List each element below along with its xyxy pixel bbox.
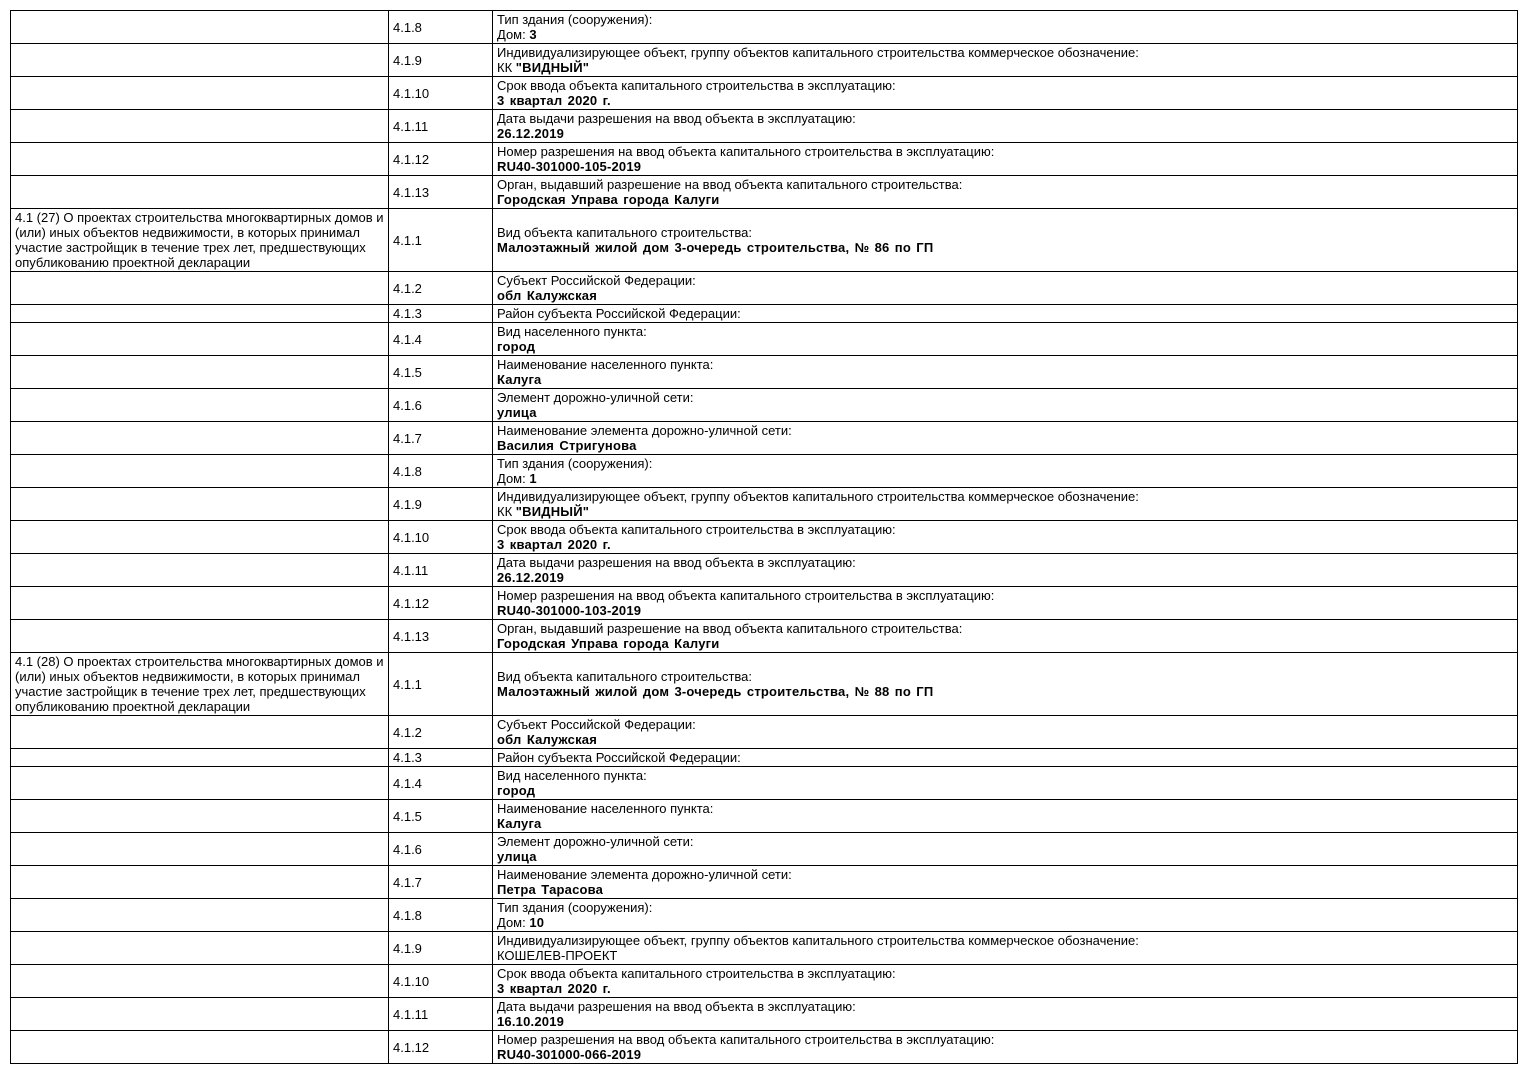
table-row	[11, 554, 1518, 587]
field-label: Срок ввода объекта капитального строительства в эксплуатацию:	[497, 522, 896, 537]
field-label: Элемент дорожно-уличной сети:	[497, 834, 694, 849]
field-label: Дата выдачи разрешения на ввод объекта в эксплуатацию:	[497, 111, 856, 126]
field-value-bold: Городская Управа города Калуги	[497, 192, 720, 207]
row-number-cell: 4.1.7	[389, 866, 493, 899]
field-value-plain: КОШЕЛЕВ-ПРОЕКТ	[497, 948, 618, 963]
row-content-cell	[493, 11, 1518, 44]
row-content-cell	[493, 209, 1518, 272]
field-label: Наименование населенного пункта:	[497, 357, 714, 372]
field-label: Субъект Российской Федерации:	[497, 717, 696, 732]
field-value-bold: улица	[497, 849, 537, 864]
row-content-cell	[493, 488, 1518, 521]
field-value-bold: обл Калужская	[497, 288, 598, 303]
row-number-cell: 4.1.12	[389, 143, 493, 176]
field-label: Элемент дорожно-уличной сети:	[497, 390, 694, 405]
field-value-bold: Василия Стригунова	[497, 438, 637, 453]
table-row	[11, 209, 1518, 272]
table-row	[11, 356, 1518, 389]
field-label: Тип здания (сооружения):	[497, 900, 653, 915]
section-description-cell	[11, 716, 389, 749]
field-value	[497, 684, 1513, 699]
field-value	[497, 372, 1513, 387]
row-number-cell: 4.1.10	[389, 77, 493, 110]
field-value-bold: улица	[497, 405, 537, 420]
field-value	[497, 288, 1513, 303]
row-content-cell	[493, 587, 1518, 620]
field-label: Срок ввода объекта капитального строительства в эксплуатацию:	[497, 966, 896, 981]
section-description-cell	[11, 800, 389, 833]
section-description-cell	[11, 1031, 389, 1064]
section-description-cell	[11, 965, 389, 998]
field-value-bold: 1	[529, 471, 537, 486]
row-content-cell	[493, 143, 1518, 176]
table-row	[11, 716, 1518, 749]
row-content-cell	[493, 833, 1518, 866]
field-value-bold: 10	[529, 915, 545, 930]
row-number-cell: 4.1.13	[389, 176, 493, 209]
row-number-cell: 4.1.3	[389, 305, 493, 323]
field-value	[497, 948, 1513, 963]
field-label: Район субъекта Российской Федерации:	[497, 750, 741, 765]
field-value-plain: Дом:	[497, 27, 530, 42]
field-value-bold: RU40-301000-103-2019	[497, 603, 642, 618]
field-value-bold: "ВИДНЫЙ"	[515, 60, 590, 75]
row-content-cell	[493, 749, 1518, 767]
row-number-cell: 4.1.2	[389, 716, 493, 749]
section-description-cell	[11, 620, 389, 653]
field-value-bold: город	[497, 783, 536, 798]
section-description-cell	[11, 587, 389, 620]
section-description-cell	[11, 422, 389, 455]
field-value	[497, 192, 1513, 207]
project-declaration-table	[10, 10, 1518, 1064]
field-value-bold: 3	[529, 27, 537, 42]
section-description-cell	[11, 11, 389, 44]
field-label: Вид населенного пункта:	[497, 324, 647, 339]
row-content-cell	[493, 800, 1518, 833]
table-row	[11, 455, 1518, 488]
field-label: Дата выдачи разрешения на ввод объекта в эксплуатацию:	[497, 999, 856, 1014]
row-content-cell	[493, 521, 1518, 554]
table-row	[11, 143, 1518, 176]
field-value	[497, 438, 1513, 453]
row-content-cell	[493, 932, 1518, 965]
row-content-cell	[493, 44, 1518, 77]
field-value	[497, 126, 1513, 141]
row-content-cell	[493, 998, 1518, 1031]
table-row	[11, 521, 1518, 554]
field-label: Индивидуализирующее объект, группу объектов капитального строительства коммерческое обозначение:	[497, 489, 1139, 504]
row-number-cell: 4.1.10	[389, 965, 493, 998]
field-value	[497, 1047, 1513, 1062]
field-label: Наименование элемента дорожно-уличной сети:	[497, 423, 792, 438]
section-description-cell	[11, 323, 389, 356]
row-number-cell: 4.1.3	[389, 749, 493, 767]
field-value	[497, 537, 1513, 552]
table-row	[11, 965, 1518, 998]
row-number-cell: 4.1.2	[389, 272, 493, 305]
row-content-cell	[493, 323, 1518, 356]
field-value-plain: КК	[497, 60, 516, 75]
field-label: Срок ввода объекта капитального строительства в эксплуатацию:	[497, 78, 896, 93]
section-description-cell	[11, 110, 389, 143]
field-value	[497, 816, 1513, 831]
table-row	[11, 422, 1518, 455]
row-number-cell: 4.1.11	[389, 998, 493, 1031]
field-value	[497, 1014, 1513, 1029]
field-label: Дата выдачи разрешения на ввод объекта в эксплуатацию:	[497, 555, 856, 570]
section-description-cell	[11, 749, 389, 767]
row-number-cell: 4.1.5	[389, 800, 493, 833]
section-description-cell	[11, 998, 389, 1031]
section-description-cell	[11, 521, 389, 554]
table-row	[11, 800, 1518, 833]
field-value-bold: 3 квартал 2020 г.	[497, 981, 611, 996]
row-content-cell	[493, 356, 1518, 389]
row-content-cell	[493, 110, 1518, 143]
section-description-cell	[11, 143, 389, 176]
row-number-cell: 4.1.1	[389, 209, 493, 272]
field-value-bold: Калуга	[497, 816, 542, 831]
row-content-cell	[493, 455, 1518, 488]
row-content-cell	[493, 767, 1518, 800]
table-row	[11, 1031, 1518, 1064]
field-label: Район субъекта Российской Федерации:	[497, 306, 741, 321]
field-label: Тип здания (сооружения):	[497, 12, 653, 27]
table-row	[11, 488, 1518, 521]
field-label: Вид объекта капитального строительства:	[497, 225, 753, 240]
field-value	[497, 339, 1513, 354]
section-description-cell: 4.1 (28) О проектах строительства многоквартирных домов и (или) иных объектов недвижимости, в которых принимал участие застройщик в течение трех лет, предшествующих опубликованию проектной декларации	[11, 653, 389, 716]
field-value-plain: Дом:	[497, 915, 530, 930]
field-value-bold: Калуга	[497, 372, 542, 387]
field-label: Субъект Российской Федерации:	[497, 273, 696, 288]
row-content-cell	[493, 305, 1518, 323]
table-row	[11, 176, 1518, 209]
section-description-cell	[11, 833, 389, 866]
field-value-bold: Петра Тарасова	[497, 882, 604, 897]
field-label: Тип здания (сооружения):	[497, 456, 653, 471]
row-content-cell	[493, 176, 1518, 209]
row-content-cell	[493, 554, 1518, 587]
row-content-cell	[493, 620, 1518, 653]
row-number-cell: 4.1.12	[389, 587, 493, 620]
table-row	[11, 323, 1518, 356]
field-value-bold: 16.10.2019	[497, 1014, 565, 1029]
section-description-cell	[11, 554, 389, 587]
field-label: Вид объекта капитального строительства:	[497, 669, 753, 684]
row-number-cell: 4.1.6	[389, 389, 493, 422]
table-row	[11, 998, 1518, 1031]
field-label: Индивидуализирующее объект, группу объектов капитального строительства коммерческое обозначение:	[497, 45, 1139, 60]
field-value	[497, 93, 1513, 108]
table-row	[11, 389, 1518, 422]
table-row	[11, 77, 1518, 110]
field-value	[497, 732, 1513, 747]
row-content-cell	[493, 272, 1518, 305]
table-row	[11, 932, 1518, 965]
field-label: Номер разрешения на ввод объекта капитального строительства в эксплуатацию:	[497, 588, 995, 603]
section-description-cell	[11, 176, 389, 209]
table-row	[11, 620, 1518, 653]
row-number-cell: 4.1.10	[389, 521, 493, 554]
field-label: Наименование элемента дорожно-уличной сети:	[497, 867, 792, 882]
field-value	[497, 570, 1513, 585]
section-description-cell	[11, 272, 389, 305]
row-number-cell: 4.1.9	[389, 488, 493, 521]
row-number-cell: 4.1.8	[389, 11, 493, 44]
field-value-bold: RU40-301000-066-2019	[497, 1047, 642, 1062]
table-row	[11, 653, 1518, 716]
field-value-bold: обл Калужская	[497, 732, 598, 747]
row-content-cell	[493, 899, 1518, 932]
table-row	[11, 866, 1518, 899]
section-description-cell	[11, 305, 389, 323]
table-row	[11, 767, 1518, 800]
field-value	[497, 504, 1513, 519]
row-number-cell: 4.1.12	[389, 1031, 493, 1064]
row-number-cell: 4.1.4	[389, 323, 493, 356]
row-number-cell: 4.1.11	[389, 110, 493, 143]
section-description-cell: 4.1 (27) О проектах строительства многоквартирных домов и (или) иных объектов недвижимости, в которых принимал участие застройщик в течение трех лет, предшествующих опубликованию проектной декларации	[11, 209, 389, 272]
field-value	[497, 27, 1513, 42]
row-number-cell: 4.1.8	[389, 899, 493, 932]
row-content-cell	[493, 1031, 1518, 1064]
field-value	[497, 603, 1513, 618]
section-description-cell	[11, 488, 389, 521]
field-value	[497, 915, 1513, 930]
section-description-cell	[11, 44, 389, 77]
table-row	[11, 587, 1518, 620]
section-description-cell	[11, 356, 389, 389]
field-value-bold: Малоэтажный жилой дом 3-очередь строительства, № 86 по ГП	[497, 240, 934, 255]
field-value-bold: Городская Управа города Калуги	[497, 636, 720, 651]
field-value-bold: 26.12.2019	[497, 570, 565, 585]
table-row	[11, 44, 1518, 77]
field-label: Наименование населенного пункта:	[497, 801, 714, 816]
field-value	[497, 159, 1513, 174]
field-value	[497, 783, 1513, 798]
table-row	[11, 749, 1518, 767]
row-content-cell	[493, 716, 1518, 749]
field-value-bold: город	[497, 339, 536, 354]
field-label: Орган, выдавший разрешение на ввод объекта капитального строительства:	[497, 621, 963, 636]
field-value	[497, 60, 1513, 75]
field-value-plain: Дом:	[497, 471, 530, 486]
field-value	[497, 240, 1513, 255]
table-row	[11, 11, 1518, 44]
field-value-plain: КК	[497, 504, 516, 519]
row-content-cell	[493, 389, 1518, 422]
field-value-bold: 3 квартал 2020 г.	[497, 537, 611, 552]
field-value	[497, 981, 1513, 996]
section-description-cell	[11, 932, 389, 965]
field-value-bold: Малоэтажный жилой дом 3-очередь строительства, № 88 по ГП	[497, 684, 934, 699]
row-number-cell: 4.1.1	[389, 653, 493, 716]
table-row	[11, 110, 1518, 143]
field-value-bold: 3 квартал 2020 г.	[497, 93, 611, 108]
row-number-cell: 4.1.7	[389, 422, 493, 455]
section-description-cell	[11, 899, 389, 932]
row-content-cell	[493, 422, 1518, 455]
table-row	[11, 833, 1518, 866]
field-value	[497, 405, 1513, 420]
row-content-cell	[493, 77, 1518, 110]
field-label: Индивидуализирующее объект, группу объектов капитального строительства коммерческое обозначение:	[497, 933, 1139, 948]
field-value-bold: RU40-301000-105-2019	[497, 159, 642, 174]
field-value	[497, 471, 1513, 486]
section-description-cell	[11, 767, 389, 800]
row-number-cell: 4.1.13	[389, 620, 493, 653]
field-label: Номер разрешения на ввод объекта капитального строительства в эксплуатацию:	[497, 144, 995, 159]
row-number-cell: 4.1.11	[389, 554, 493, 587]
row-content-cell	[493, 965, 1518, 998]
section-description-cell	[11, 77, 389, 110]
field-label: Вид населенного пункта:	[497, 768, 647, 783]
field-label: Орган, выдавший разрешение на ввод объекта капитального строительства:	[497, 177, 963, 192]
field-value	[497, 636, 1513, 651]
row-number-cell: 4.1.8	[389, 455, 493, 488]
row-number-cell: 4.1.9	[389, 932, 493, 965]
row-number-cell: 4.1.9	[389, 44, 493, 77]
table-row	[11, 305, 1518, 323]
row-number-cell: 4.1.6	[389, 833, 493, 866]
section-description-cell	[11, 455, 389, 488]
field-value	[497, 849, 1513, 864]
field-value-bold: 26.12.2019	[497, 126, 565, 141]
row-number-cell: 4.1.4	[389, 767, 493, 800]
table-row	[11, 272, 1518, 305]
section-description-cell	[11, 866, 389, 899]
row-content-cell	[493, 653, 1518, 716]
table-row	[11, 899, 1518, 932]
row-content-cell	[493, 866, 1518, 899]
field-value	[497, 882, 1513, 897]
field-label: Номер разрешения на ввод объекта капитального строительства в эксплуатацию:	[497, 1032, 995, 1047]
field-value-bold: "ВИДНЫЙ"	[515, 504, 590, 519]
row-number-cell: 4.1.5	[389, 356, 493, 389]
declaration-table-body	[11, 11, 1518, 1064]
section-description-cell	[11, 389, 389, 422]
